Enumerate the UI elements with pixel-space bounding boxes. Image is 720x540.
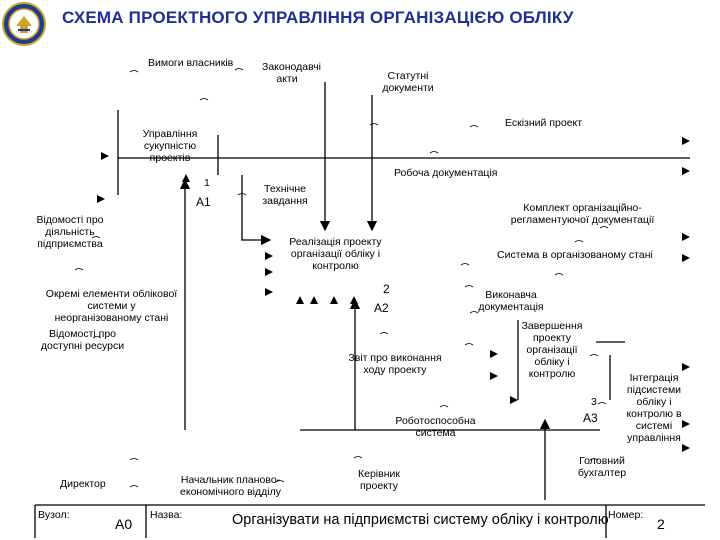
- activity-a3-name: Завершення проекту організації обліку і контролю: [521, 320, 583, 380]
- node-label: Вузол:: [38, 509, 70, 521]
- chief-accountant-label: Головний бухгалтер: [577, 455, 627, 479]
- activity-a2-code: A2: [374, 301, 389, 315]
- system-organized-label: Система в організованому стані: [497, 249, 653, 261]
- page-title: СХЕМА ПРОЕКТНОГО УПРАВЛІННЯ ОРГАНІЗАЦІЄЮ ОБЛІКУ: [62, 8, 574, 27]
- activity-a3-number: 3: [591, 396, 597, 408]
- working-docs-label: Робоча документація: [394, 167, 498, 179]
- owner-requirements-label: Вимоги власників: [148, 57, 234, 69]
- activity-a3-code: A3: [583, 411, 598, 425]
- resources-info-label: Відомості про доступні ресурси: [40, 328, 125, 352]
- planning-head-label: Начальник планово-економічного відділу: [180, 474, 281, 498]
- number-value: 2: [657, 516, 665, 532]
- activity-a2-name: Реалізація проекту організації обліку і контролю: [289, 236, 382, 272]
- org-reg-docs-label: Комплект організаційно-регламентуючої документації: [510, 202, 655, 226]
- project-manager-label: Керівник проекту: [358, 468, 400, 492]
- execution-report-label: Звіт про виконання ходу проекту: [348, 352, 442, 376]
- executive-docs-label: Виконавча документація: [478, 289, 544, 313]
- activity-a2-number: 2: [383, 282, 390, 296]
- separate-elements-label: Окремі елементи облікової системи у неорганізованому стані: [45, 288, 178, 324]
- node-value: А0: [115, 516, 133, 532]
- statutory-documents-label: Статутні документи: [382, 70, 434, 94]
- legislative-acts-label: Законодавчі акти: [262, 61, 322, 85]
- diagram-name: Організувати на підприємстві систему обліку і контролю: [232, 512, 609, 528]
- technical-task-label: Технічне завдання: [262, 183, 308, 207]
- integration-label: Інтеграція підсистеми обліку і контролю в системі управління: [626, 372, 682, 444]
- director-label: Директор: [60, 478, 106, 490]
- activity-a1-number: 1: [204, 177, 210, 189]
- activity-a1-name: Управління сукупністю проектів: [142, 128, 198, 164]
- working-system-label: Роботоспособна система: [395, 415, 476, 439]
- activity-info-label: Відомості про діяльність підприємства: [36, 214, 104, 250]
- sketch-project-label: Ескізний проект: [505, 117, 583, 129]
- activity-a1-code: A1: [196, 195, 211, 209]
- number-label: Номер:: [608, 509, 644, 521]
- name-label: Назва:: [150, 509, 183, 521]
